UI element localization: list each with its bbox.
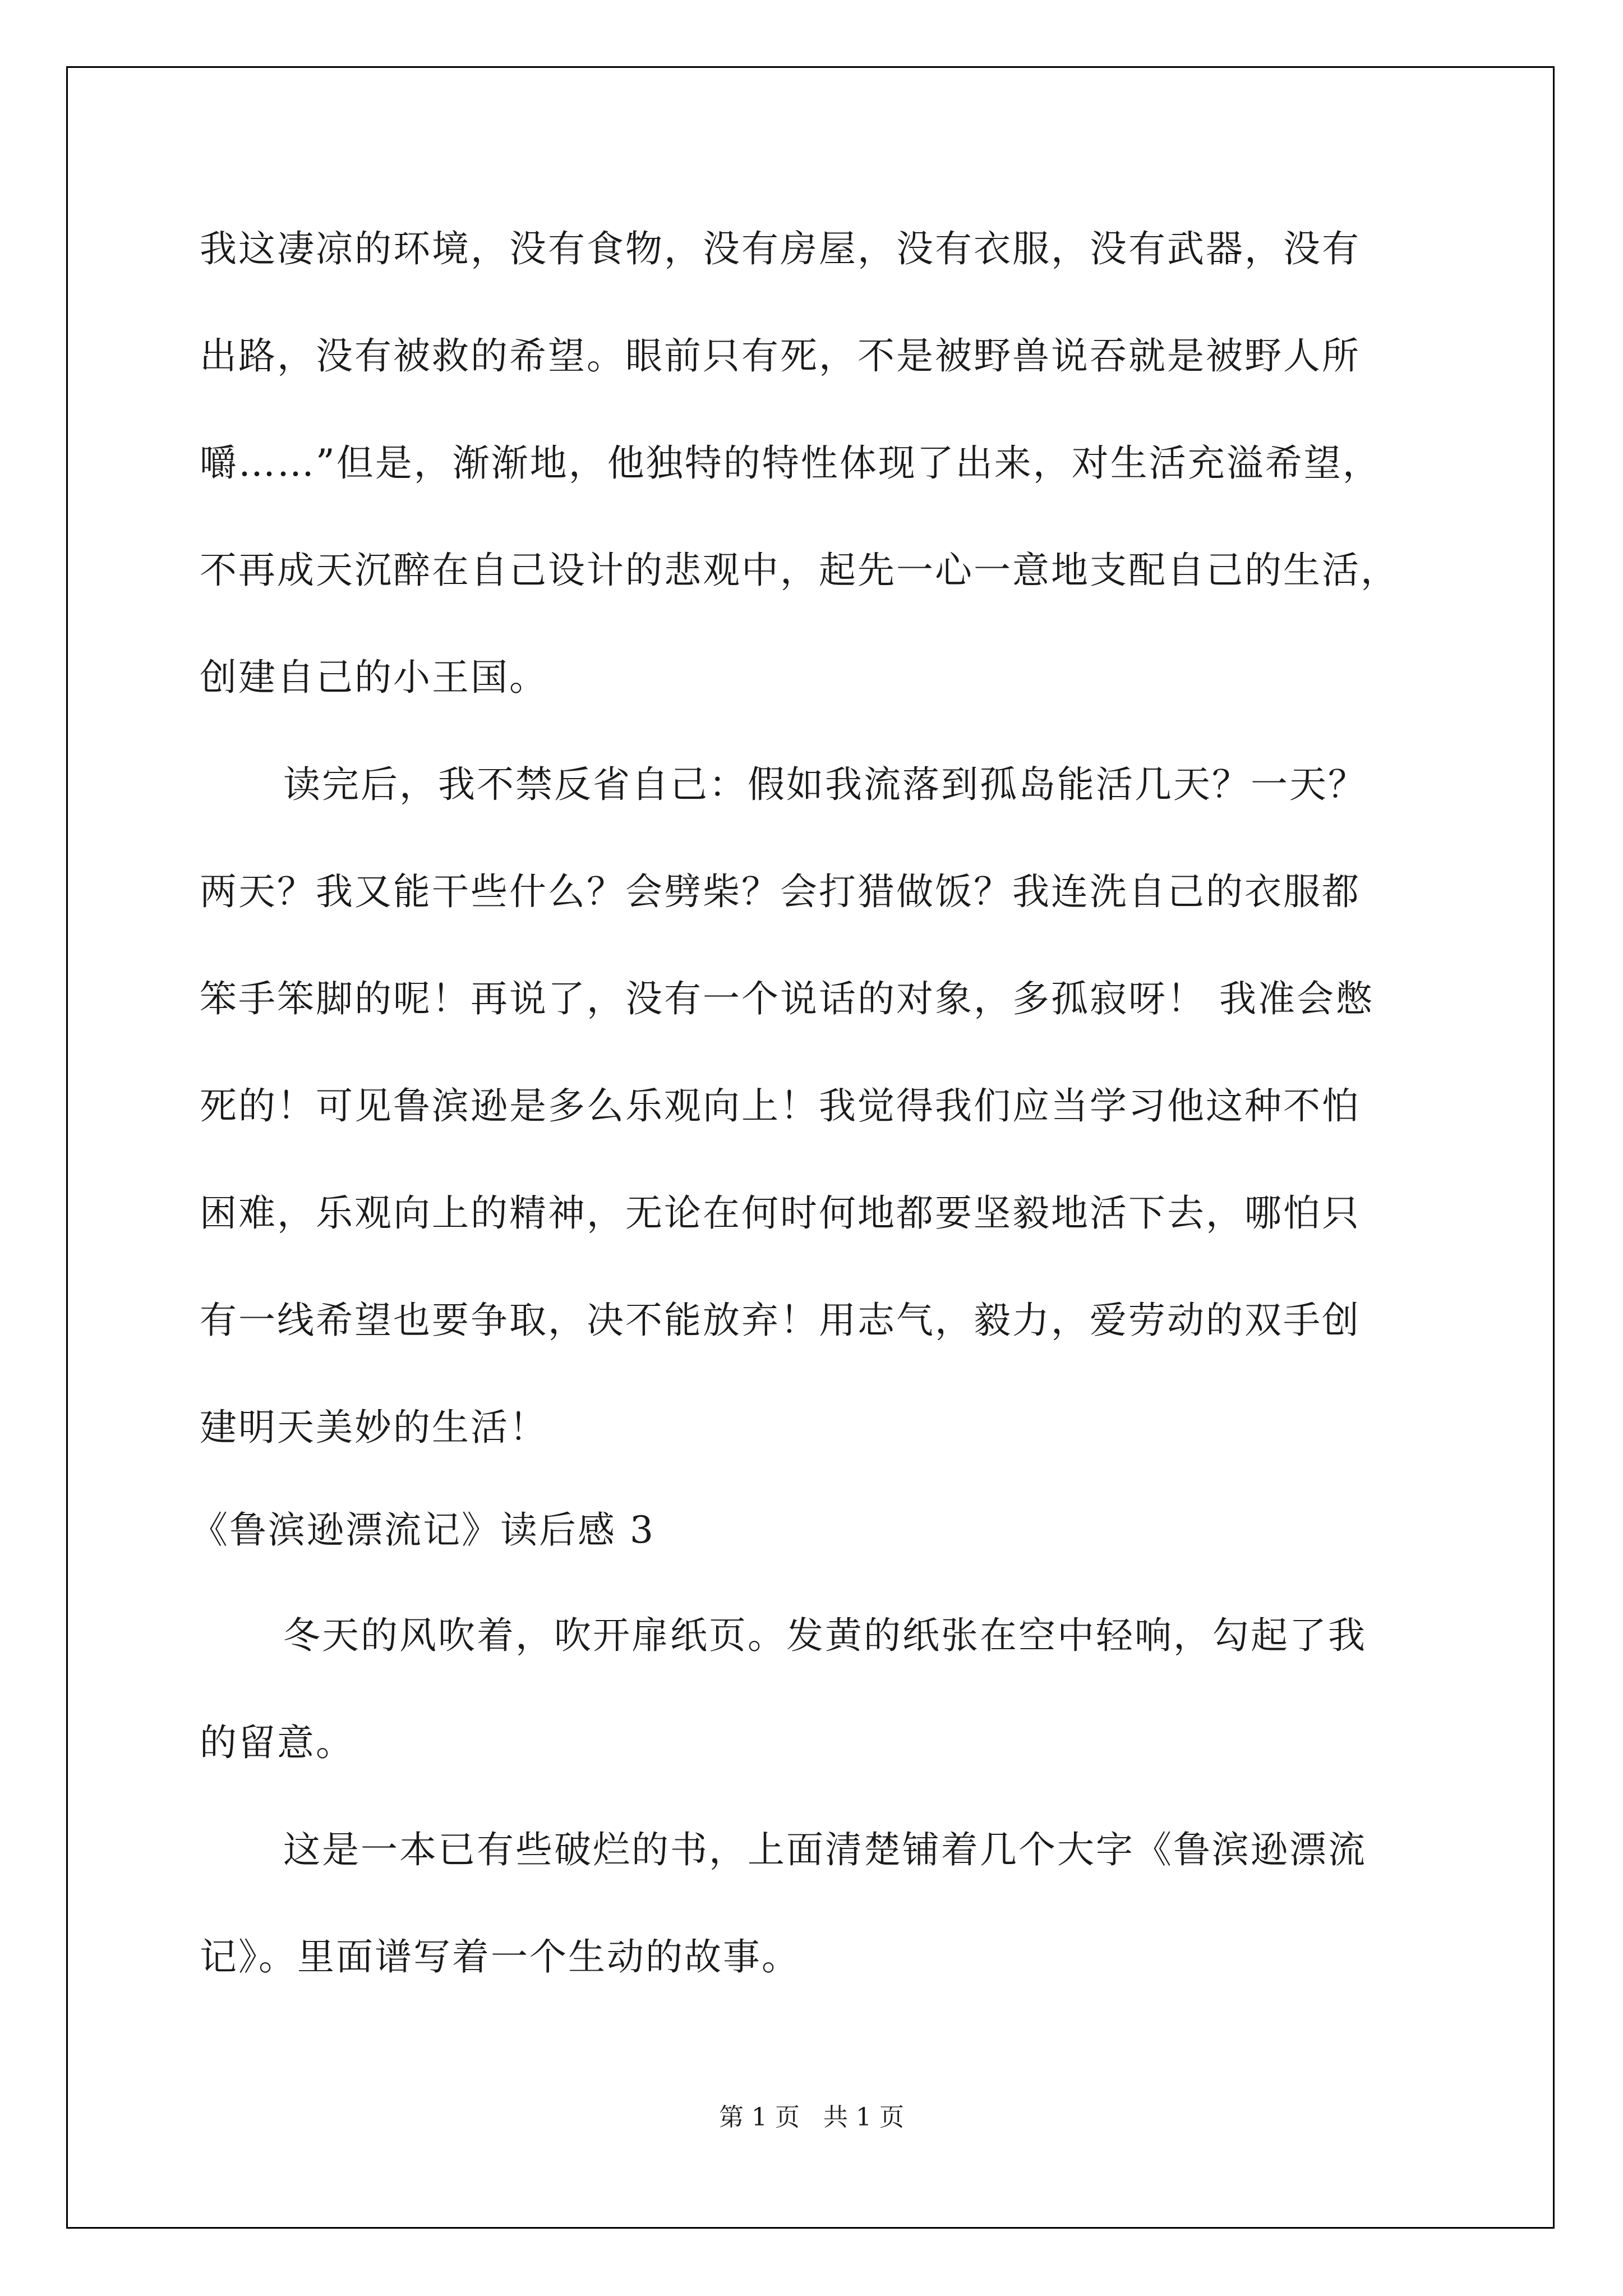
text-line: 不再成天沉醉在自己设计的悲观中，起先一心一意地支配自己的生活，	[200, 549, 1399, 592]
text-line: 死的！可见鲁滨逊是多么乐观向上！我觉得我们应当学习他这种不怕	[200, 1084, 1361, 1128]
paragraph-first-line: 读完后，我不禁反省自己：假如我流落到孤岛能活几天？一天？	[283, 763, 1367, 806]
text-line: 的留意。	[200, 1721, 354, 1764]
page-footer: 第 1 页 共 1 页	[719, 2103, 904, 2132]
page-border	[66, 66, 1555, 2229]
section-heading: 《鲁滨逊漂流记》读后感 3	[191, 1508, 655, 1552]
text-line: 出路，没有被救的希望。眼前只有死，不是被野兽说吞就是被野人所	[200, 334, 1361, 378]
text-line: 创建自己的小王国。	[200, 656, 548, 699]
text-line: 有一线希望也要争取，决不能放弃！用志气，毅力，爱劳动的双手创	[200, 1299, 1361, 1342]
text-line: 我这凄凉的环境，没有食物，没有房屋，没有衣服，没有武器，没有	[200, 227, 1361, 270]
text-line: 嚼……”但是，渐渐地，他独特的特性体现了出来，对生活充溢希望，	[200, 441, 1381, 485]
text-line: 笨手笨脚的呢！再说了，没有一个说话的对象，多孤寂呀！ 我准会憋	[200, 977, 1374, 1020]
text-line: 困难，乐观向上的精神，无论在何时何地都要坚毅地活下去，哪怕只	[200, 1191, 1361, 1235]
text-line: 记》。里面谱写着一个生动的故事。	[200, 1935, 800, 1978]
text-line: 建明天美妙的生活！	[200, 1406, 548, 1449]
paragraph-first-line: 这是一本已有些破烂的书，上面清楚铺着几个大字《鲁滨逊漂流	[283, 1828, 1367, 1871]
text-line: 两天？我又能干些什么？会劈柴？会打猎做饭？我连洗自己的衣服都	[200, 870, 1361, 913]
paragraph-first-line: 冬天的风吹着，吹开扉纸页。发黄的纸张在空中轻响，勾起了我	[283, 1614, 1367, 1657]
